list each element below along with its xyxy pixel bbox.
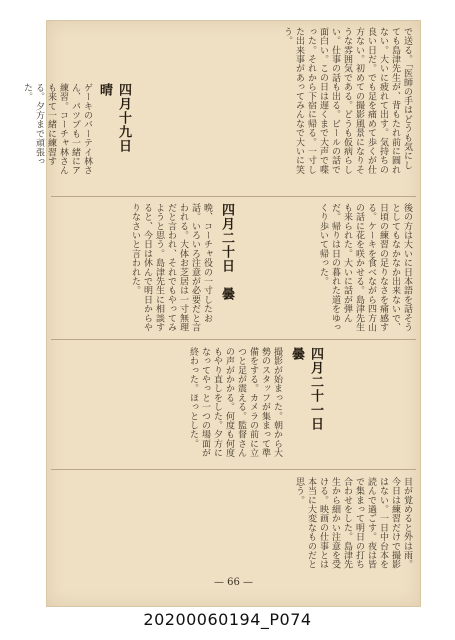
diary-date-heading: 四月十九日 晴	[97, 83, 131, 167]
text-column: ゲーキのバーテイ林さん、パツプも一緒にア練習。コーチャ林さんも来て一緒に練習する。夕方まで頑張った。	[22, 83, 92, 175]
text-column: 目が覚めると外は雨。今日は練習だけで撮影はない。一日中台本を読んで過ごす。夜は皆で集まって明日の打ち合わせをした。島津先生から細かい注意を受ける。映画の仕事とは本当に大変なものだと思う。	[294, 477, 412, 569]
text-column: で送る。「医師の手はどうも気にしても島津先生が、背もたれ前に圓れない。大いに疲れて出す。気持ちの良い日だ。でも足を痛めて歩くが仕方ない。初めての撮影風景になりそうな雰囲気である。どうも仮病らしい。仕事の話も出る。ビールの話で面白い。この日は遅くまで大声で喋った。それから下宿に帰る。一寸した出来事があってみんなで大いに笑う。	[282, 27, 412, 175]
text-column: 晩、コーチャ役の一寸したお話。いろいろ注意が必要だと言われる。大体お芝居は一寸無理だと言われ、それでもやってみようと思う。島津先生に相談すると、今日は休んで明日からやりなさいと言われた。	[130, 203, 212, 332]
catalog-id-caption: 20200060194_P074	[143, 610, 312, 629]
page-number: — 66 —	[213, 577, 254, 588]
document-page	[22, 20, 421, 607]
diary-date-heading: 四月二十一日 曇	[289, 347, 323, 445]
text-column: 後の方は大いに日本語を話そうとしてもなかなか出来ないで、日頃の練習の足りなさを痛感する。ケーキを食べながら四方山の話に花を咲かせる。島津先生も来られた。大いに話が弾んだ。帰りは日の暮れた道をゆっくり歩いて帰った。	[318, 203, 412, 332]
text-column: 撮影が始まった。朝から大勢のスタッフが集まって準備をする。カメラの前に立つと足が震える。監督さんの声がかかる。何度も何度もやり直しをした。夕方になってやっと一つの場面が終わった。ほっとした。	[188, 347, 282, 458]
diary-date-heading: 四月二十日 曇	[219, 203, 234, 301]
